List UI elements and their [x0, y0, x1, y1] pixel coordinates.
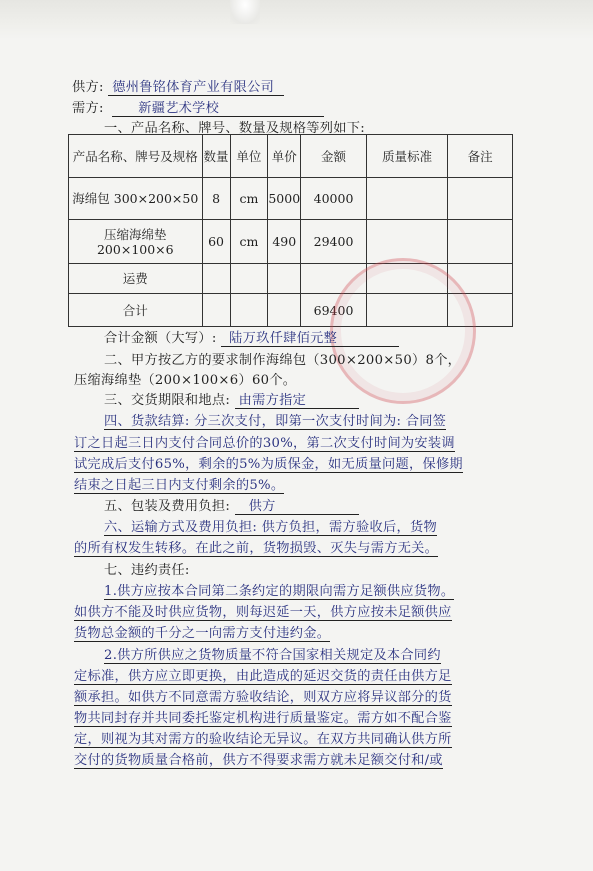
clause7-2-line6: 交付的货物质量合格前，供方不得要求需方就未足额交付和/或 — [74, 749, 443, 769]
clause7-1-line1: 1.供方应按本合同第二条约定的期限向需方足额供应货物。 — [104, 580, 454, 600]
header-unit-price: 单价 — [268, 135, 301, 178]
clause3-label: 三、交货期限和地点: — [104, 393, 231, 408]
cell-unit-price — [268, 294, 301, 327]
paper-crease — [230, 0, 260, 24]
clause7-2-line4: 物共同封存并共同委托鉴定机构进行质量鉴定。需方如不配合鉴 — [74, 707, 452, 727]
header-unit: 单位 — [230, 135, 268, 178]
clause7-2-line1: 2.供方所供应之货物质量不符合国家相关规定及本合同约 — [104, 644, 441, 664]
total-words-value: 陆万玖仟肆佰元整 — [221, 327, 399, 347]
clause4-line4: 结束之日起三日内支付剩余的5%。 — [74, 474, 284, 494]
section1-title: 一、产品名称、牌号、数量及规格等列如下: — [104, 121, 366, 136]
buyer-value: 新疆艺术学校 — [112, 97, 324, 117]
clause7-1-line3: 货物总金额的千分之一向需方支付违约金。 — [74, 622, 330, 642]
cell-remark — [448, 178, 513, 220]
table-row — [69, 220, 513, 264]
header-product: 产品名称、牌号及规格 — [69, 135, 203, 178]
clause7-1-line2: 如供方不能及时供应货物，则每迟延一天，供方应按未足额供应 — [74, 601, 452, 621]
cell-quantity — [202, 264, 230, 294]
header-quality-standard: 质量标准 — [366, 135, 447, 178]
cell-quality-standard — [366, 220, 447, 264]
buyer-label: 需方: — [72, 101, 104, 116]
cell-product: 运费 — [69, 264, 203, 294]
clause7-2-line3: 额承担。如供方不同意需方验收结论，则双方应将异议部分的货 — [74, 686, 452, 706]
cell-unit-price: 490 — [268, 220, 301, 264]
clause7-2-line5: 定，则视为其对需方的验收结论无异议。在双方共同确认供方所 — [74, 728, 452, 748]
cell-remark — [448, 220, 513, 264]
clause7-2-line2: 定标准，供方应立即更换，由此造成的延迟交货的责任由供方足 — [74, 665, 452, 685]
clause6-line2: 的所有权发生转移。在此之前，货物损毁、灭失与需方无关。 — [74, 537, 438, 557]
header-amount: 金额 — [301, 135, 367, 178]
clause2-line1: 二、甲方按乙方的要求制作海绵包（300×200×50）8个， — [104, 353, 462, 368]
cell-quality-standard — [366, 178, 447, 220]
cell-amount: 29400 — [301, 220, 367, 264]
buyer-line — [72, 97, 324, 117]
clause3-value: 由需方指定 — [235, 389, 359, 409]
cell-quantity — [202, 294, 230, 327]
total-words-line — [104, 327, 399, 347]
header-quantity: 数量 — [202, 135, 230, 178]
clause5-value: 供方 — [235, 495, 359, 515]
cell-product: 合计 — [69, 294, 203, 327]
cell-unit — [230, 294, 268, 327]
table-header-row — [69, 135, 513, 178]
clause4-line2: 订之日起三日内支付合同总价的30%，第二次支付时间为安装调 — [74, 432, 455, 452]
clause4-line1: 四、货款结算: 分三次支付，即第一次支付时间为: 合同签 — [104, 410, 446, 430]
supplier-value: 德州鲁铭体育产业有限公司 — [108, 76, 284, 96]
cell-unit: cm — [230, 178, 268, 220]
total-words-label: 合计金额（大写）: — [104, 331, 217, 346]
cell-product: 压缩海绵垫 200×100×6 — [69, 220, 203, 264]
clause7-title: 七、违约责任: — [104, 563, 190, 578]
header-remark: 备注 — [448, 135, 513, 178]
supplier-line — [72, 76, 284, 96]
cell-quantity: 60 — [202, 220, 230, 264]
clause3-line — [104, 389, 359, 409]
cell-amount: 69400 — [301, 294, 367, 327]
cell-unit — [230, 264, 268, 294]
clause4-line3: 试完成后支付65%，剩余的5%为质保金，如无质量问题，保修期 — [74, 453, 463, 473]
clause2-line2: 压缩海绵垫（200×100×6）60个。 — [74, 373, 297, 388]
cell-unit-price — [268, 264, 301, 294]
table-row — [69, 178, 513, 220]
clause5-line — [104, 495, 359, 515]
cell-unit: cm — [230, 220, 268, 264]
supplier-label: 供方: — [72, 80, 104, 95]
cell-unit-price: 5000 — [268, 178, 301, 220]
clause6-line1: 六、运输方式及费用负担: 供方负担，需方验收后，货物 — [104, 516, 437, 536]
paper-fold-shadow — [0, 0, 593, 40]
cell-product: 海绵包 300×200×50 — [69, 178, 203, 220]
clause5-label: 五、包装及费用负担: — [104, 499, 231, 514]
cell-quantity: 8 — [202, 178, 230, 220]
cell-amount: 40000 — [301, 178, 367, 220]
